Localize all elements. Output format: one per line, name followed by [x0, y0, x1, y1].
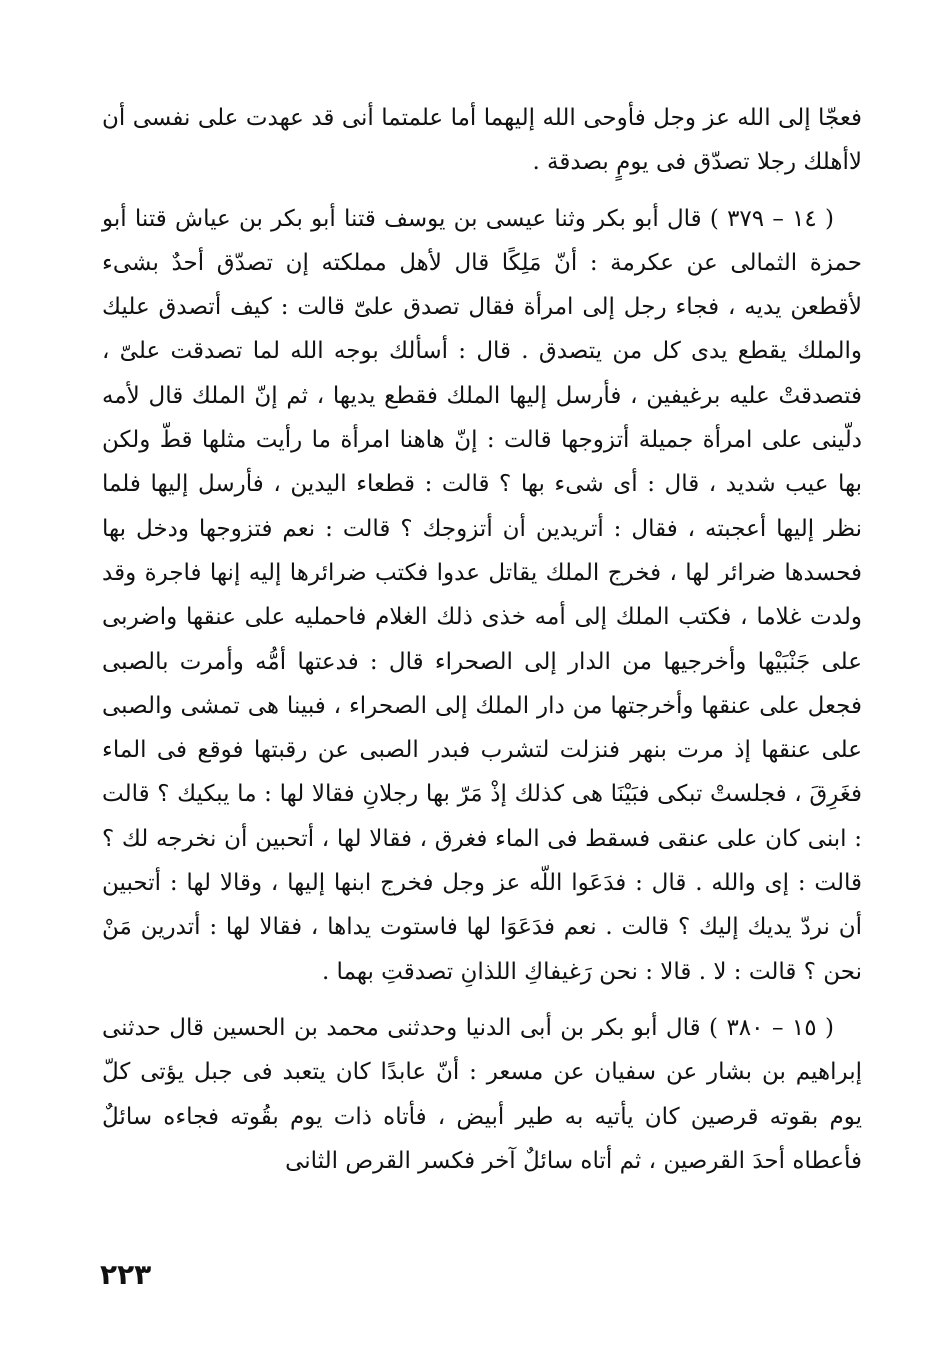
- paragraph-hadith-380: ( ١٥ – ٣٨٠ ) قال أبو بكر بن أبى الدنيا وحدثنى محمد بن الحسين قال حدثنى إبراهيم بن بشار عن سفيان عن مسعر : أنّ عابدًا كان يتعبد فى جبل يؤتى كلّ يوم بقوته قرصين كان يأتيه به طير أبيض ، فأتاه ذات يوم بقُوته فجاءه سائلٌ فأعطاه أحدَ القرصين ، ثم أتاه سائلٌ آخر فكسر القرص الثانى: [102, 1014, 862, 1174]
- body-text: [102, 96, 862, 1183]
- paragraph-hadith-379: ( ١٤ – ٣٧٩ ) قال أبو بكر وثنا عيسى بن يوسف قتنا أبو بكر بن عياش قتنا أبو حمزة الثمالى عن عكرمة : أنّ مَلِكًا قال لأهل مملكته إن تصدّق أحدٌ بشىء لأقطعن يديه ، فجاء رجل إلى امرأة فقال تصدق علىّ قالت : كيف أتصدق عليك والملك يقطع يدى كل من يتصدق . قال : أسألك بوجه الله لما تصدقت علىّ ، فتصدقتْ عليه برغيفين ، فأرسل إليها الملك فقطع يديها ، ثم إنّ الملك قال لأمه دلّينى على امرأة جميلة أتزوجها قالت : إنّ هاهنا امرأة ما رأيت مثلها قطّ ولكن بها عيب شديد ، قال : أى شىء بها ؟ قالت : قطعاء اليدين ، فأرسل إليها فلما نظر إليها أعجبته ، فقال : أتريدين أن أتزوجك ؟ قالت : نعم فتزوجها ودخل بها فحسدها ضرائر لها ، فخرج الملك يقاتل عدوا فكتب ضرائرها إليه إنها فاجرة وقد ولدت غلاما ، فكتب الملك إلى أمه خذى ذلك الغلام فاحمليه على عنقها واضربى على جَنْبَيْها وأخرجيها من الدار إلى الصحراء قال : فدعتها أمُّه وأمرت بالصبى فجعل على عنقها وأخرجتها من دار الملك إلى الصحراء ، فبينا هى تمشى والصبى على عنقها إذ مرت بنهر فنزلت لتشرب فبدر الصبى عن رقبتها فوقع فى الماء فغَرِقَ ، فجلستْ تبكى فبَيْنَا هى كذلك إذْ مَرّ بها رجلانِ فقالا لها : ما يبكيك ؟ قالت : ابنى كان على عنقى فسقط فى الماء فغرق ، فقالا لها ، أتحبين أن نخرجه لك ؟ قالت : إى والله . قال : فدَعَوا اللّه عز وجل فخرج ابنها إليها ، وقالا لها : أتحبين أن نردّ يديك إليك ؟ قالت . نعم فدَعَوَا لها فاستوت يداها ، فقالا لها : أتدرين مَنْ نحن ؟ قالت : لا . قالا : نحن رَغيفاكِ اللذانِ تصدقتِ بهما .: [102, 205, 862, 985]
- page-number: ٢٢٣: [100, 1258, 152, 1291]
- paragraph-continuation: فعجّا إلى الله عز وجل فأوحى الله إليهما أما علمتما أنى قد عهدت على نفسى أن لاأهلك رجلا تصدّق فى يومٍ بصدقة .: [102, 105, 862, 176]
